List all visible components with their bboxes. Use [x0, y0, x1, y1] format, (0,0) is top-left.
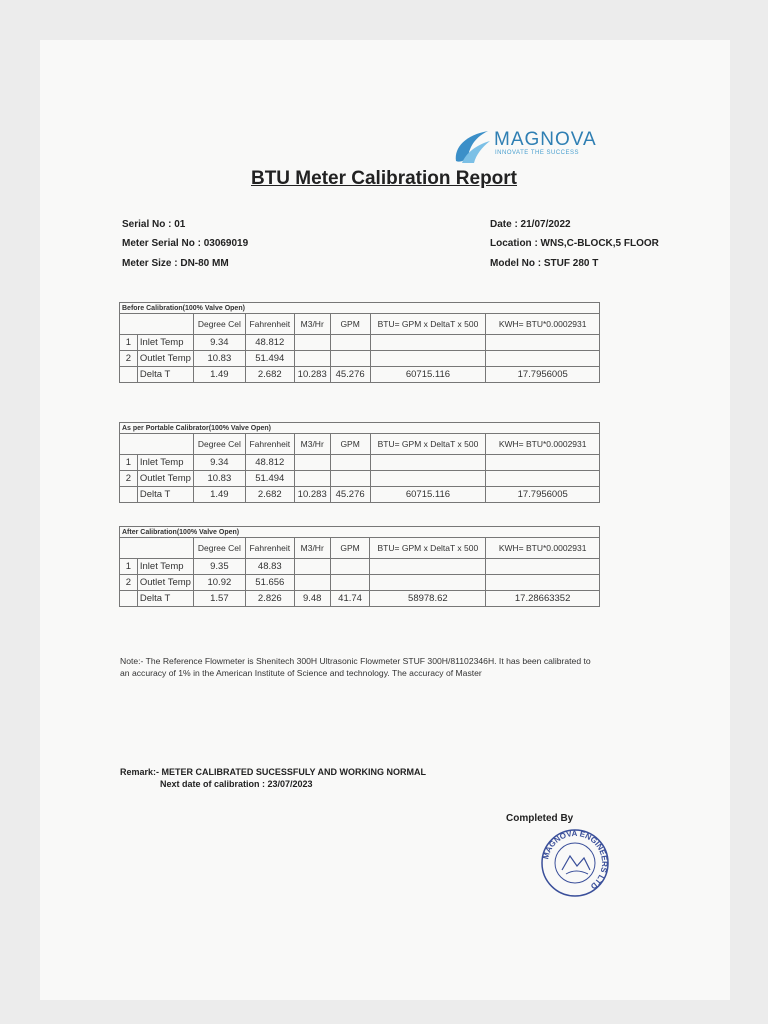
before-calibration-table	[119, 302, 600, 383]
table-row: 1 Inlet Temp 9.35 48.83	[120, 559, 600, 575]
table-caption: After Calibration(100% Valve Open)	[120, 527, 600, 538]
table-row: Delta T 1.49 2.682 10.283 45.276 60715.116 17.7956005	[120, 487, 600, 503]
after-calibration-table	[119, 526, 600, 607]
header-btu: BTU= GPM x DeltaT x 500	[370, 314, 486, 335]
header-fahrenheit: Fahrenheit	[245, 434, 294, 455]
remark: Remark:- METER CALIBRATED SUCESSFULY AND WORKING NORMAL	[120, 767, 427, 777]
header-kwh: KWH= BTU*0.0002931	[486, 314, 600, 335]
header-gpm: GPM	[330, 314, 370, 335]
serial-no: Serial No : 01	[122, 219, 186, 230]
location: Location : WNS,C-BLOCK,5 FLOOR	[490, 238, 659, 249]
completed-by-label: Completed By	[506, 813, 574, 824]
header-m3hr: M3/Hr	[294, 434, 330, 455]
header-btu: BTU= GPM x DeltaT x 500	[370, 538, 486, 559]
header-m3hr: M3/Hr	[294, 314, 330, 335]
logo-name: MAGNOVA	[494, 129, 597, 150]
header-kwh: KWH= BTU*0.0002931	[486, 434, 600, 455]
table-row: 2 Outlet Temp 10.92 51.656	[120, 575, 600, 591]
logo-tagline: INNOVATE THE SUCCESS	[495, 150, 580, 156]
meter-size: Meter Size : DN-80 MM	[122, 258, 229, 269]
header-gpm: GPM	[330, 434, 370, 455]
table-row: Delta T 1.49 2.682 10.283 45.276 60715.116 17.7956005	[120, 367, 600, 383]
header-kwh: KWH= BTU*0.0002931	[486, 538, 600, 559]
header-degree-cel: Degree Cel	[193, 314, 245, 335]
table-row: 2 Outlet Temp 10.83 51.494	[120, 351, 600, 367]
table-row: 1 Inlet Temp 9.34 48.812	[120, 455, 600, 471]
table-row: Delta T 1.57 2.826 9.48 41.74 58978.62 17.28663352	[120, 591, 600, 607]
header-m3hr: M3/Hr	[294, 538, 330, 559]
svg-text:MAGNOVA ENGINEERS LTD: MAGNOVA ENGINEERS LTD	[541, 828, 610, 891]
table-row: 1 Inlet Temp 9.34 48.812	[120, 335, 600, 351]
header-btu: BTU= GPM x DeltaT x 500	[370, 434, 486, 455]
report-date: Date : 21/07/2022	[490, 219, 571, 230]
company-logo	[452, 127, 622, 167]
header-fahrenheit: Fahrenheit	[245, 314, 294, 335]
model-no: Model No : STUF 280 T	[490, 258, 599, 269]
company-stamp-icon	[530, 828, 620, 898]
portable-calibrator-table	[119, 422, 600, 503]
logo-swoosh-icon	[452, 127, 492, 167]
header-degree-cel: Degree Cel	[193, 434, 245, 455]
header-gpm: GPM	[330, 538, 370, 559]
meter-serial-no: Meter Serial No : 03069019	[122, 238, 249, 249]
page-title: BTU Meter Calibration Report	[250, 168, 518, 189]
table-caption: As per Portable Calibrator(100% Valve Open)	[120, 423, 600, 434]
header-degree-cel: Degree Cel	[193, 538, 245, 559]
next-calibration-date: Next date of calibration : 23/07/2023	[160, 779, 313, 789]
header-fahrenheit: Fahrenheit	[245, 538, 294, 559]
table-caption: Before Calibration(100% Valve Open)	[120, 303, 600, 314]
reference-note: Note:- The Reference Flowmeter is Shenitech 300H Ultrasonic Flowmeter STUF 300H/81102346H. It has been calibrated to an accuracy of 1% in the American Institute of Science and technology. The accuracy of Master	[120, 656, 591, 678]
table-row: 2 Outlet Temp 10.83 51.494	[120, 471, 600, 487]
